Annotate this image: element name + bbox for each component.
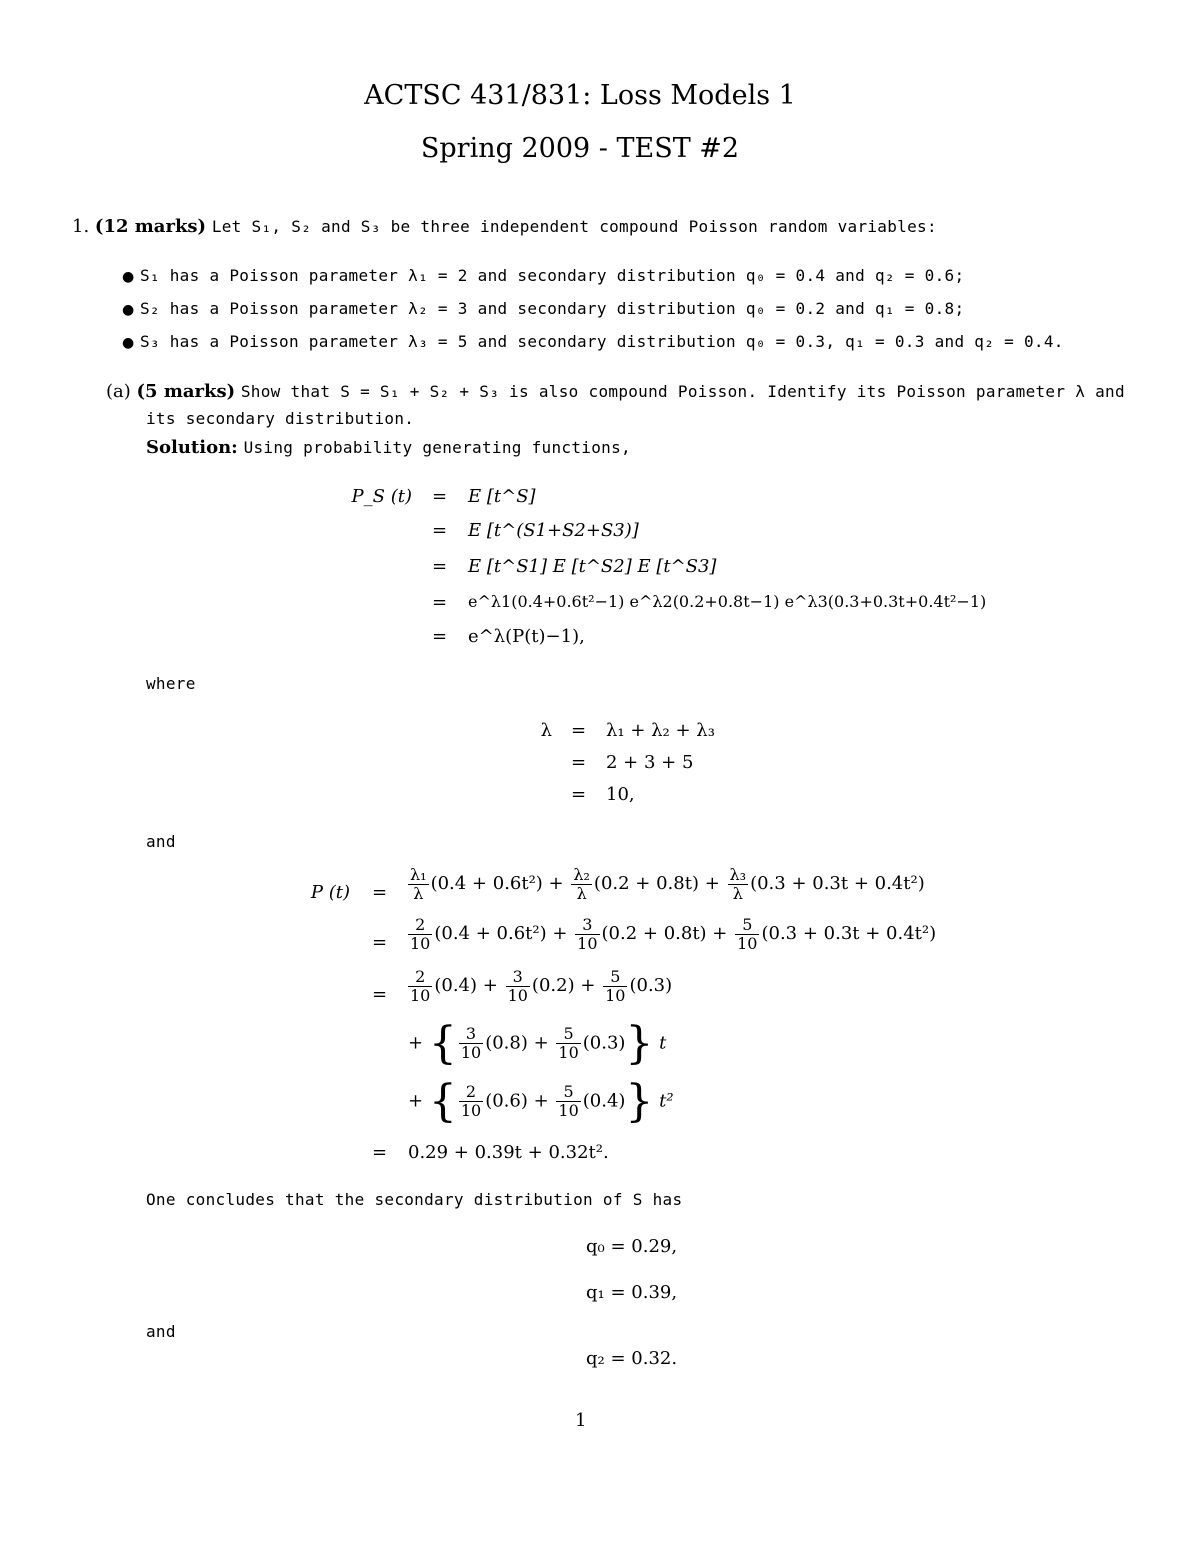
fraction-denominator: λ	[576, 883, 587, 903]
p-lhs: P (t)	[310, 882, 350, 903]
fraction	[408, 916, 432, 952]
solution-label: Solution:	[146, 437, 238, 458]
part-a-line2: its secondary distribution.	[146, 409, 415, 428]
right-brace-icon: }	[625, 1018, 654, 1069]
fraction-denominator: λ	[413, 883, 424, 903]
fraction-numerator: λ₁	[410, 865, 427, 884]
p-term: (0.6) +	[485, 1090, 555, 1112]
p-row-5	[408, 1076, 674, 1127]
question-marks: (12 marks)	[94, 216, 207, 237]
pgf-row: E [t^(S1+S2+S3)]	[468, 520, 639, 541]
fraction	[556, 1025, 580, 1061]
conclusion-text: One concludes that the secondary distribution of S has	[146, 1190, 683, 1209]
question-number: 1.	[72, 216, 90, 237]
p-row-4	[408, 1018, 666, 1069]
part-text: Show that S = S₁ + S₂ + S₃ is also compound Poisson. Identify its Poisson parameter λ and	[240, 382, 1125, 401]
bullet-item	[122, 265, 964, 286]
eq-sign: =	[372, 1142, 388, 1163]
q-value: q₂ = 0.32.	[586, 1348, 678, 1369]
p-row-3	[406, 968, 672, 1004]
lambda-lhs: λ	[540, 720, 552, 741]
p-row-1	[406, 866, 925, 902]
p-row-final: 0.29 + 0.39t + 0.32t².	[408, 1142, 609, 1163]
question-text: Let S₁, S₂ and S₃ be three independent compound Poisson random variables:	[211, 217, 937, 236]
page-subtitle: Spring 2009 - TEST #2	[420, 133, 740, 164]
fraction-denominator: 10	[605, 985, 626, 1005]
lambda-row: λ₁ + λ₂ + λ₃	[606, 720, 715, 741]
fraction-numerator: 2	[408, 916, 432, 935]
fraction-numerator: 2	[459, 1083, 483, 1102]
fraction-denominator: 10	[558, 1101, 579, 1120]
fraction	[575, 916, 599, 952]
p-term: (0.8) +	[485, 1032, 555, 1054]
pgf-row: E [t^S1] E [t^S2] E [t^S3]	[468, 556, 717, 577]
left-brace-icon: {	[428, 1018, 457, 1069]
fraction	[556, 1083, 580, 1119]
fraction-numerator: λ₂	[573, 865, 590, 884]
eq-sign: =	[571, 720, 587, 741]
p-term: (0.4 + 0.6t²) +	[430, 873, 570, 895]
lambda-row: 10,	[606, 784, 635, 805]
fraction-numerator: 5	[556, 1083, 580, 1102]
fraction	[735, 916, 759, 952]
bullet-text: S₂ has a Poisson parameter λ₂ = 3 and secondary distribution q₀ = 0.2 and q₁ = 0.8;	[139, 299, 965, 318]
p-row-2	[406, 916, 936, 952]
fraction-numerator: 5	[556, 1025, 580, 1044]
eq-sign: =	[372, 932, 388, 953]
eq-sign: =	[432, 556, 448, 577]
fraction	[408, 968, 432, 1004]
fraction-denominator: 10	[558, 1043, 579, 1062]
q-value: q₀ = 0.29,	[586, 1236, 678, 1257]
q-value: q₁ = 0.39,	[586, 1282, 678, 1303]
bullet-item	[122, 298, 964, 319]
solution-text: Using probability generating functions,	[243, 438, 631, 457]
eq-sign: =	[432, 626, 448, 647]
fraction-denominator: 10	[410, 933, 431, 953]
part-marks: (5 marks)	[136, 381, 236, 402]
fraction-denominator: 10	[737, 933, 758, 953]
eq-sign: =	[372, 984, 388, 1005]
solution-line	[146, 437, 631, 458]
lambda-row: 2 + 3 + 5	[606, 752, 694, 773]
fraction	[571, 866, 592, 902]
pgf-lhs: P_S (t)	[351, 486, 412, 507]
fraction	[603, 968, 627, 1004]
p-term: (0.4)	[582, 1090, 626, 1112]
fraction-numerator: 3	[459, 1025, 483, 1044]
p-term: (0.4 + 0.6t²) +	[434, 923, 574, 945]
fraction-numerator: 3	[506, 968, 530, 987]
pgf-row: e^λ1(0.4+0.6t²−1) e^λ2(0.2+0.8t−1) e^λ3(0.3+0.3t+0.4t²−1)	[468, 592, 987, 611]
p-term: t²	[659, 1090, 674, 1112]
plus-sign: +	[408, 1032, 424, 1054]
part-a-line1	[106, 381, 1125, 402]
fraction	[728, 866, 749, 902]
fraction	[459, 1083, 483, 1119]
bullet-icon: ●	[122, 335, 135, 351]
fraction	[506, 968, 530, 1004]
eq-sign: =	[571, 752, 587, 773]
pgf-row: E [t^S]	[468, 486, 536, 507]
eq-sign: =	[432, 486, 448, 507]
p-term: (0.4) +	[434, 975, 504, 997]
fraction-numerator: λ₃	[729, 865, 747, 884]
and-text: and	[146, 1322, 176, 1341]
fraction-denominator: 10	[577, 933, 598, 953]
eq-sign: =	[432, 592, 448, 613]
p-term: t	[659, 1032, 667, 1054]
right-brace-icon: }	[625, 1076, 654, 1127]
eq-sign: =	[432, 520, 448, 541]
fraction	[459, 1025, 483, 1061]
part-label: (a)	[106, 381, 131, 402]
p-term: (0.3 + 0.3t + 0.4t²)	[750, 873, 925, 895]
p-term: (0.3)	[629, 975, 673, 997]
page-number: 1	[575, 1410, 587, 1431]
fraction-denominator: 10	[460, 1043, 482, 1062]
p-term: (0.3)	[582, 1032, 626, 1054]
fraction-denominator: λ	[732, 883, 743, 903]
fraction	[408, 866, 429, 902]
bullet-text: S₃ has a Poisson parameter λ₃ = 5 and secondary distribution q₀ = 0.3, q₁ = 0.3 and q₂ = 0.4.	[139, 332, 1064, 351]
and-text: and	[146, 832, 176, 851]
fraction-numerator: 3	[575, 916, 599, 935]
bullet-icon: ●	[122, 302, 135, 318]
where-text: where	[146, 674, 196, 693]
eq-sign: =	[372, 882, 388, 903]
p-term: (0.2 + 0.8t) +	[601, 923, 734, 945]
bullet-text: S₁ has a Poisson parameter λ₁ = 2 and secondary distribution q₀ = 0.4 and q₂ = 0.6;	[139, 266, 965, 285]
pgf-row: e^λ(P(t)−1),	[468, 626, 585, 647]
p-term: (0.3 + 0.3t + 0.4t²)	[761, 923, 937, 945]
fraction-denominator: 10	[410, 985, 431, 1005]
fraction-numerator: 5	[603, 968, 627, 987]
fraction-numerator: 5	[735, 916, 759, 935]
bullet-item	[122, 331, 1064, 352]
p-term: (0.2 + 0.8t) +	[593, 873, 726, 895]
fraction-numerator: 2	[408, 968, 432, 987]
bullet-icon: ●	[122, 269, 135, 285]
fraction-denominator: 10	[507, 985, 528, 1005]
page-title: ACTSC 431/831: Loss Models 1	[364, 80, 796, 111]
p-term: (0.2) +	[531, 975, 602, 997]
left-brace-icon: {	[428, 1076, 457, 1127]
question-line	[72, 216, 937, 237]
fraction-denominator: 10	[460, 1101, 482, 1120]
eq-sign: =	[571, 784, 587, 805]
plus-sign: +	[408, 1090, 424, 1112]
